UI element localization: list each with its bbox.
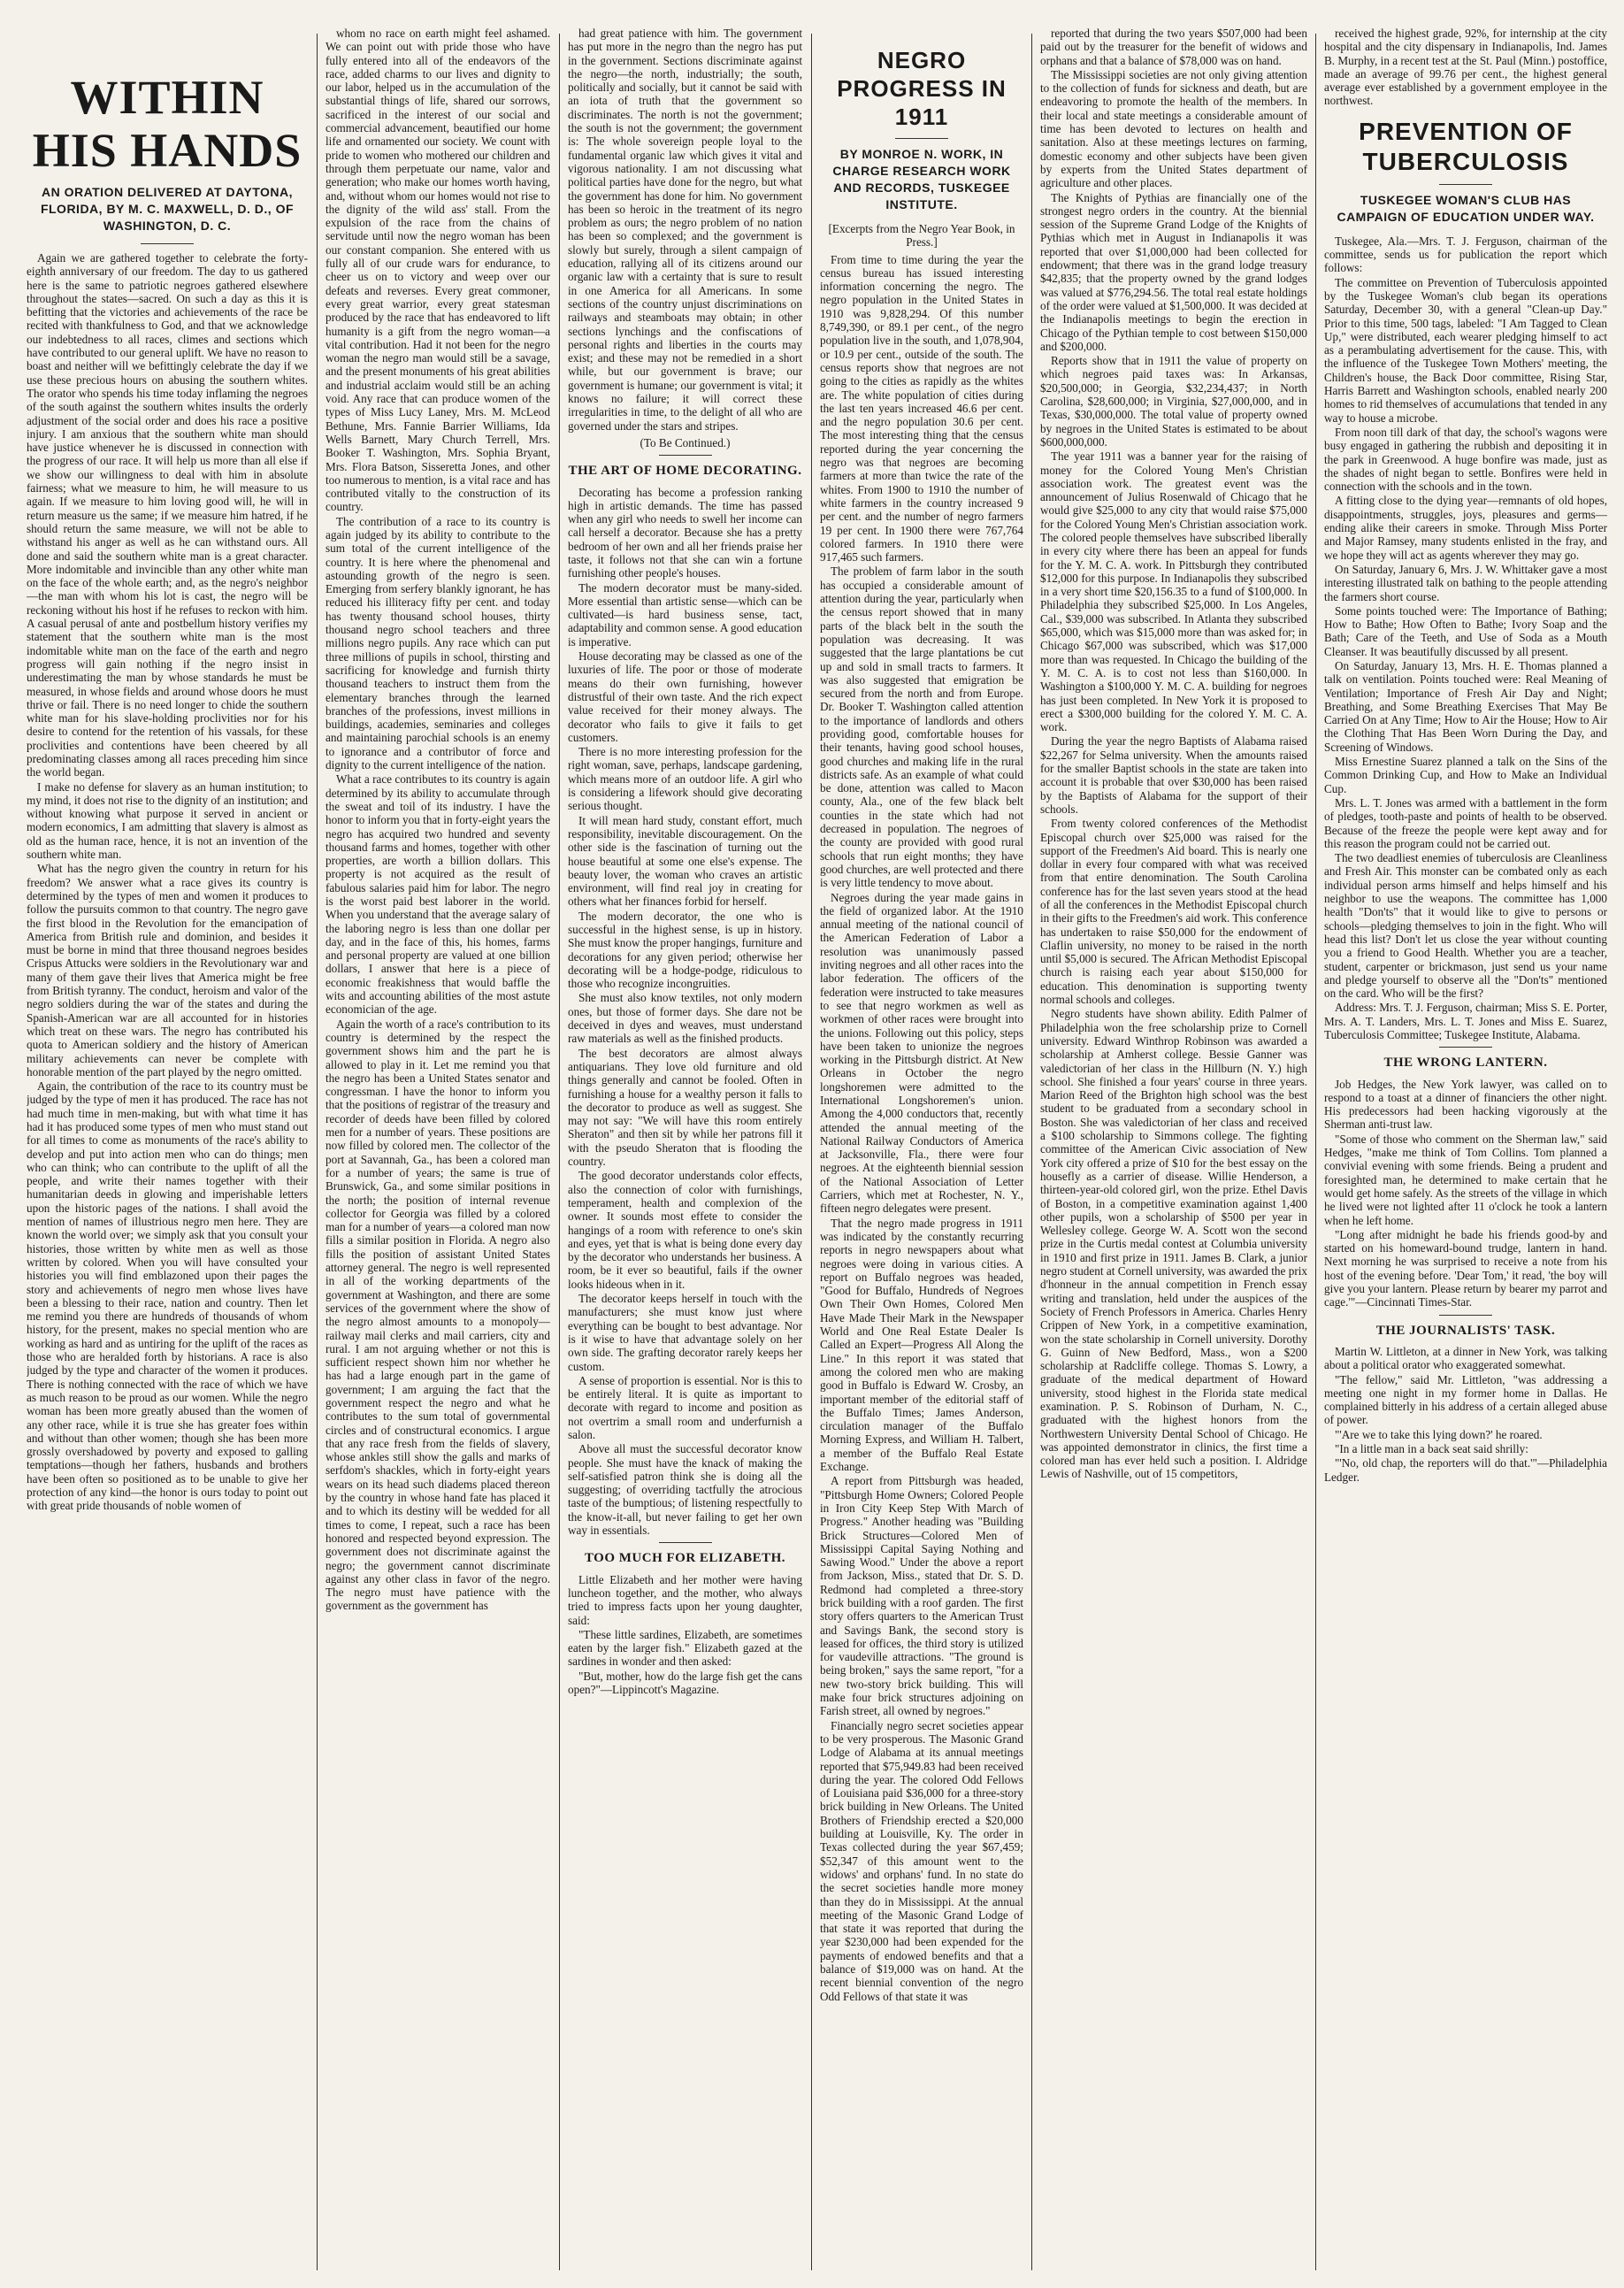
headline-prevention-of-tuberculosis: PREVENTION OF TUBERCULOSIS: [1359, 117, 1573, 175]
title-home-decorating: THE ART OF HOME DECORATING.: [568, 464, 802, 479]
paragraph: What a race contributes to its country is again determined by its ability to accumulate through the sweat and toil of its industry. I have the honor to inform you that in forty-eight years the negro has acquired two hundred and seventy thousand farms and homes, together with other properties, are worth a billion dollars. This property is not acquired as the result of fabulous salaries paid him for labor. The negro is the worst paid best laborer in the world. When you understand that the average salary of the laboring negro is less than one dollar per day, and in the face of this, his homes, farms and personal property are valued at one billion dollars, I answer that here is a piece of economic freakishness that would baffle the wits and accounting abilities of the most astute economician of the age.: [326, 772, 550, 1017]
column-2: [326, 27, 550, 2276]
paragraph: I make no defense for slavery as an human institution; to my mind, it does not rise to the dignity of an institution; and without knowing what purpose it served in ancient or modern economics, I am admitting that slavery is almost as old as the human race, hence, it is not an invention of the southern white man.: [27, 779, 308, 862]
paragraph: A sense of proportion is essential. Nor is this to be entirely literal. It is quite as important to decorate with regard to income and position as not overtrim a small room and underfurnish a salon.: [568, 1373, 802, 1441]
paragraph: The modern decorator must be many-sided. More essential than artistic sense—which can be cultivated—is hard business sense, tact, adaptability and common sense. A good education is imperative.: [568, 580, 802, 649]
paragraph: "'Are we to take this lying down?' he roared.: [1335, 1427, 1543, 1441]
paragraph: Negroes during the year made gains in the field of organized labor. At the 1910 annual meeting of the national council of the American Federation of Labor a resolution was unanimously passed inviting negroes and all other races into the labor federation. The officers of the federation were instructed to take measures to see that negro workmen as well as workmen of other races were brought into the unions. Following out this policy, steps have been taken to unionize the negroes working in the Pittsburgh district. At New Orleans in October the negro longshoremen were admitted to the International Longshoremen's union. Among the 4,000 conductors that, recently attended the annual meeting of the National Railway Conductors of America at Jacksonville, Fla., there were four negroes. At the eighteenth biennial session of the National Association of Letter Carriers, which met at Rochester, N. Y., fifteen negro delegates were present.: [820, 890, 1023, 1216]
paragraph: From noon till dark of that day, the school's wagons were busy engaged in gathering the rubbish and depositing it in the park in Greenwood. A huge bonfire was made, just as the shades of night began to settle. Bonfires were held in connection with the schools and in the town.: [1324, 425, 1607, 494]
subhead-tuskegee-womans-club: TUSKEGEE WOMAN'S CLUB HAS CAMPAIGN OF EDUCATION UNDER WAY.: [1337, 192, 1595, 224]
paragraph: Again we are gathered together to celebrate the forty-eighth anniversary of our freedom. The day to us gathered here is the same to patriotic negroes gathered elsewhere throughout the states—sacred. On such a day as this it is befitting that the victories and achievements of the race be recited with thankfulness to God, and that we acknowledge our indebtedness to all races, climes and sections which have contributed to our general uplift. We have no reason to boast and neither will we befittingly celebrate the day if we use these precious hours on abusing the southern whites. The orator who spends his time today inflaming the negroes of the south against the southern whites insults the orderly adjustment of the social order and does his race a positive injury. I am anxious that the southern white man should have justice whenever he is discussed in connection with the progress of our race. It will help us more than all else if we show our willingness to deal with him in absolute fairness; what we measure to him, he will measure to us again. If we measure to him loving good will, he will in return measure us the same; if we measure him hatred, if he should return the same measure, we will not be able to withstand his anger as well as he can withstand ours. All done and said the southern white man is a great character. More indomitable and invincible than any other white man on the face of the whole earth; and, as the negro's neighbor—the man with whom his lot is cast, the negro will be reckoning without his host if he refuses to reckon with him. A casual perusal of ante and postbellum history verifies my statement that the southern white man is the most indomitable white man on the face of the earth and negro progress will gain nothing if the negro insist in underestimating the man by whose standards he must be measured, in whose fields and around whose doors he must thrive or fail. There is no need longer to chide the southern white man for his slave-holding proclivities nor for his desire to contend for the retention of his vassals, for these proclivities and contentions have been cheered by all predominating classes among all races preceding him since the world began.: [27, 251, 308, 779]
paragraph: Financially negro secret societies appear to be very prosperous. The Masonic Grand Lodge of Alabama at its annual meetings reported that $75,949.83 had been received during the year. The colored Odd Fellows of Louisiana paid $36,000 for a three-story brick building in New Orleans. The United Brothers of Friendship erected a $20,000 building at Louisville, Ky. The order in Texas collected during the year $67,459; $52,347 of this amount went to the widows' and orphans' fund. In no state do the secret societies handle more money than they do in Mississippi. At the annual meeting of the Masonic Grand Lodge of that state it was reported that during the year $230,000 had been expended for the payments of endowed benefits and that a balance of $19,000 was on hand. At the recent biennial convention of the negro Odd Fellows of that state it was: [820, 1718, 1023, 2003]
paragraph: "The fellow," said Mr. Littleton, "was addressing a meeting one night in my former home in Dallas. He complained bitterly in his address of a certain alleged abuse of power.: [1324, 1372, 1607, 1427]
paragraph: Negro students have shown ability. Edith Palmer of Philadelphia won the free scholarship prize to Cornell university. Edward Winthrop Robinson was awarded a scholarship at Amherst college. Bessie Ganner was valedictorian of her class in the Hillburn (N. Y.) high school. She finished a four years' course in three years. Marion Reed of the Brighton high school was the best student to be graduated from a secondary school in Boston. She was valedictorian of her class and received a $100 scholarship to Simmons college. The fighting committee of the American Civic association of New York city offered a prize of $10 for the best essay on the housefly as a carrier of disease. Willie Henderson, a thirteen-year-old colored girl, won the prize. Ethel Davis of Boston, in a competitive examination against 1,400 other pupils, won a scholarship of $500 per year in Wellesley college. George W. A. Scott won the second prize in the Curtis medal contest at Columbia university in 1910 and first prize in 1911. James B. Clark, a junior negro student at Cornell university, was awarded the prix d'honneur in the annual competition in French essay writing and translation, held under the auspices of the Society of French Professors in America. Charles Henry Crippen of New York, in a competitive examination, won the state scholarship in Cornell university. Dorothy G. Guinn of New Bedford, Mass., won a $200 scholarship at Radcliffe college. Thomas S. Lowry, a graduate of the medical department of Howard university, stood highest in the Florida state medical examination. P. S. Robinson of Durham, N. C., graduated with the highest honors from the Northwestern University Dental School of Chicago. He was appointed demonstrator in clinics, the first time a colored man has ever held such a position. I. Aldridge Lewis of Nashville, out of 15 competitors,: [1040, 1007, 1307, 1481]
paragraph: During the year the negro Baptists of Alabama raised $22,267 for Selma university. When the amounts raised for the smaller Baptist schools in the state are taken into account it is probable that over $30,000 has been raised by the Baptists of Alabama for the support of their schools.: [1040, 734, 1307, 816]
paragraph: On Saturday, January 6, Mrs. J. W. Whittaker gave a most interesting illustrated talk on bathing to the people attending the farmers short course.: [1324, 562, 1607, 603]
paragraph: The year 1911 was a banner year for the raising of money for the Colored Young Men's Christian association work. The greatest event was the announcement of Julius Rosenwald of Chicago that he would give $25,000 to any city that would raise $75,000 for the Colored Young Men's Christian association work. The colored people themselves have subscribed liberally in every city where there has been an appeal for funds for the Y. M. C. A. work. In Pittsburgh they contributed $12,000 for this purpose. In Indianapolis they subscribed in a very short time $20,156.35 to a fund of $100,000. In Philadelphia they subscribed $25,000. In Los Angeles, Cal., $39,000 was subscribed. In Atlanta they subscribed $65,000, which was $15,000 more than was asked for; in Chicago $67,000 was subscribed, which was $17,000 more than was requested. In Chicago the building of the Y. M. C. A. is to cost not less than $160,000. In Washington a $100,000 Y. M. C. A. building for negroes has just been completed. In New York it is proposed to erect a $300,000 building for the colored Y. M. C. A. work.: [1040, 449, 1307, 734]
to-be-continued: (To Be Continued.): [640, 435, 731, 449]
divider: [659, 1542, 712, 1543]
paragraph: received the highest grade, 92%, for internship at the city hospital and the city dispensary in Indianapolis, Ind. James B. Murphy, in a recent test at the St. Paul (Minn.) postoffice, made an average of 99.76 per cent., the highest general average ever established by a government employee in the northwest.: [1324, 27, 1607, 108]
paragraph: What has the negro given the country in return for his freedom? We answer what a race gives its country is determined by the types of men and women it produces to follow the pursuits common to that country. The negro gave the first blood in the Revolution for the emancipation of America from British rule and dominion, and besides it must be borne in mind that three thousand negroes besides Crispus Attucks were soldiers in the Revolutionary war and many of them gave their lives that America might be free from British tyranny. The conduct, heroism and valor of the negro soldiers during the war of the states and during the Spanish-American war are all accounted for in histories which treat on these wars. The negro has contributed his quota to American soldiery and the history of American military achievements can never be complete with honorable mention of the part played by the negro omitted.: [27, 862, 308, 1079]
paragraph: Job Hedges, the New York lawyer, was called on to respond to a toast at a dinner of financiers the other night. His predecessors had been hacking vigorously at the Sherman anti-trust law.: [1324, 1077, 1607, 1132]
paragraph: The decorator keeps herself in touch with the manufacturers; she must know just where everything can be bought to best advantage. Nor is it wise to have that advantage solely on her own side. The grafting decorator rarely keeps her custom.: [568, 1292, 802, 1373]
paragraph: The problem of farm labor in the south has occupied a considerable amount of attention during the year, particularly when the census report showed that in many parts of the black belt in the south the population was decreasing. It was suggested that the large plantations be cut up and sold in small tracts to farmers. It was also suggested that emigration be secured from the north and from Europe. Dr. Booker T. Washington called attention to the importance of landlords and others providing good, comfortable houses for their tenants, having good school houses, good churches and making life in the rural districts safe. As an example of what could be done, attention was called to Macon county, Ala., one of the few black belt counties in the state which had not decreased in population. The negroes of the county are provided with good rural schools that run eight months; they have good churches, are well protected and there is very little tendency to move about.: [820, 564, 1023, 890]
divider: [659, 455, 712, 456]
column-5: [1040, 27, 1307, 2276]
paragraph: Again, the contribution of the race to its country must be judged by the type of men it has produced. The race has not had much time in men-making, but with what time it has had it has produced some types of men who must stand out for all times to come as monuments of the race's ability to develop and put into action men who can do things; men who can think; who can contribute to the uplift of all the people, and write their names together with their humanitarian deeds in glowing and imperishable letters upon the historic pages of the nations. I shall avoid the mention of names of illustrious negro men here. They are known the world over; we simply ask that you consult your histories, those written by white men as well as those written by colored. When you will have consulted your histories you will find emblazoned upon their pages the story and achievements of negro men whose lives have been a blessing to their race, nation and country. Then let me remind you there are hundreds of thousands of whom history, for the present, makes no special mention who are working as hard and as untiring for the uplift of the races as those who are heralded forth by historians. A race is also judged by the type and character of the women it produces. There is nothing connected with the race of which we have as much reason to be proud as our women. While the negro woman has been more greatly abused than the women of any other race, while it is true she has greater foes within and without than other women; though she has been more grossly overshadowed by poverty and exposed to galling temptations—though her fathers, husbands and brothers have been often so positioned as to be unable to give her protection of any kind—the honor is ours today to point out with great pride thousands of noble women of: [27, 1079, 308, 1513]
headline-within-his-hands: WITHIN HIS HANDS: [32, 71, 303, 177]
divider: [1439, 1315, 1492, 1316]
paragraph: The two deadliest enemies of tuberculosis are Cleanliness and Fresh Air. This monster can be combated only as each individual person arms himself and helps himself and his neighbor to use the weapons. The committee has 1,000 health "Don'ts" that it would like to give to persons or schools—pledging themselves to join in the fight. Who will head this list? Don't let us close the year without counting you a friend to Good Health. Whether you are a teacher, student, carpenter or brickmason, just send us your name and pledge yourself to observe all the "Don'ts" mentioned on the card. Who will be the first?: [1324, 851, 1607, 1001]
paragraph: "Long after midnight he bade his friends good-by and started on his homeward-bound trudge, lantern in hand. Next morning he was surprised to receive a note from his host of the evening before. 'Dear Tom,' it read, 'the boy will give you your lantern. Please return by bearer my parrot and cage.'"—Cincinnati Times-Star.: [1324, 1227, 1607, 1309]
paragraph: "In a little man in a back seat said shrilly:: [1335, 1442, 1528, 1456]
paragraph: A report from Pittsburgh was headed, "Pittsburgh Home Owners; Colored People in Iron City Keep Step With March of Progress." Another heading was "Building Brick Structures—Colored Men of Mississippi Capital Saying Nothing and Sawing Wood." Under the above a report from Jackson, Miss., stated that Dr. S. D. Redmond had completed a three-story brick building with a roof garden. The first story offers quarters to the American Trust and Savings Bank, the second story is leased for offices, the third story is utilized for vaudeville attractions. "The ground is being broken," says the same report, "for a new two-story brick building. This will make four brick structures adjoining on Farish street, all owned by negroes.": [820, 1474, 1023, 1718]
paragraph: On Saturday, January 13, Mrs. H. E. Thomas planned a talk on ventilation. Points touched were: Real Meaning of Ventilation; Importance of Fresh Air Day and Night; Breathing, and Some Breathing Exercises That May Be Carried On at Any Time; How to Air the House; How to Air the Clothing That Has Been Worn During the Day, and Screening of Windows.: [1324, 658, 1607, 754]
paragraph: Again the worth of a race's contribution to its country is determined by the respect the government shows him and the part he is allowed to play in it. Let me remind you that the negro has been a United States senator and congressman. I have the honor to inform you that the positions of registrar of the treasury and recorder of deeds have been filled by colored men for a number of years. These positions are now filled by colored men. The collector of the port at Savannah, Ga., has been a colored man for a number of years; the same is true of Brunswick, Ga., and some similar positions in the north; the position of internal revenue collector for Georgia was filled by a colored man for a number of years—a colored man now fills a similar position in Florida. A negro also fills the position of assistant United States attorney general. The negro is well represented in all of the working departments of the government at Washington, and there are some services of the government where the show of the negro almost amounts to a monopoly—railway mail clerks and mail carriers, city and rural. I am not arguing whether or not this is sufficient respect shown him nor whether he has had a large enough part in the game of government; I am arguing the fact that the government respect the negro and what he contributes to the sum total of governmental circles and of constructural economics. I argue that any race fresh from the fields of slavery, whose ankles still show the galls and marks of serfdom's shackles, which in forty-eight years wears on its head such diadems placed thereon by the country in whose hand fate has placed it and to which its destiny will be wedded for all times to come, I repeat, such a race has been honored and respected beyond expression. The government does not discriminate against the negro; the government cannot discriminate against any other class in favor of the negro. The negro must have patience with the government as the government has: [326, 1017, 550, 1613]
title-too-much-for-elizabeth: TOO MUCH FOR ELIZABETH.: [584, 1551, 786, 1566]
paragraph: Decorating has become a profession ranking high in artistic demands. The time has passed when any girl who needs to swell her income can call herself a decorator. Because she has a pretty bedroom of her own and all her friends praise her taste, it follows not that she can win a fortune furnishing other people's houses.: [568, 485, 802, 580]
subhead-oration: AN ORATION DELIVERED AT DAYTONA, FLORIDA, BY M. C. MAXWELL, D. D., OF WASHINGTON, D. C.: [40, 185, 295, 233]
divider: [141, 243, 194, 244]
paragraph: The best decorators are almost always antiquarians. They love old furniture and old things generally and cannot be fooled. Often in furnishing a house for a wealthy person it falls to the decorator to produce as well as suggest. She may not say: "We will have this room entirely Sheraton" and then sit by while her patrons fill it with the pseudo Sheraton that is flooding the country.: [568, 1046, 802, 1169]
paragraph: reported that during the two years $507,000 had been paid out by the treasurer for the benefit of widows and orphans and that a balance of $78,000 was on hand.: [1040, 27, 1307, 67]
column-rule: [811, 34, 812, 2270]
paragraph: had great patience with him. The government has put more in the negro than the negro has put in the government. Sections discriminate against the negro—the north, industrially; the south, politically and socially, but it cannot be said with an iota of truth that the government so discriminates. The north is not the government; the south is not the government; the government is: The whole sovereign people loyal to the fundamental organic law which gives it vital and vigorous nationality. I am not discussing what political parties have done for the negro, but what the government has done for him. No government has been so heroic in the treatment of its negro problem as ours; the negro problem of no nation has been so complexed; and the government is slowly but surely, through a silent campaign of education, rallying all of its citizens around our organic law with a certainty that is sure to result in one America for all Americans. In some sections of the country unjust discriminations on railways and steamboats may obtain; in other sections lynchings and the confiscations of personal rights and liberties in the courts may exist; and these may not be remedied in a short while, but our government is brave; our government is humane; our government is vital; it knows no failure; it will correct these irregularities in time, to the delight of all who are governed under the stars and stripes.: [568, 27, 802, 433]
paragraph: There is no more interesting profession for the right woman, save, perhaps, landscape gardening, which means more of an outdoor life. A girl who is considering a lifework should give decorating serious thought.: [568, 745, 802, 813]
paragraph: The Mississippi societies are not only giving attention to the collection of funds for sickness and death, but are endeavoring to promote the health of the members. In their local and state meetings a considerable amount of time has been devoted to lectures on health and sanitation. Also at these meetings lectures on farming, domestic economy and other subjects have been given by experts from the United States department of agriculture and other places.: [1040, 67, 1307, 190]
column-6: [1324, 27, 1607, 2276]
paragraph: Little Elizabeth and her mother were having luncheon together, and the mother, who always tried to impress facts upon her young daughter, said:: [568, 1572, 802, 1627]
column-3: [568, 27, 802, 2276]
divider: [1439, 1047, 1492, 1048]
column-1: [27, 27, 308, 2276]
paragraph: Above all must the successful decorator know people. She must have the knack of making the self-satisfied patron think she is doing all the suggesting; of overriding tactfully the atrocious taste of the bumptious; of listening respectfully to the know-it-all, but never failing to get her own way in essentials.: [568, 1442, 802, 1538]
paragraph: A fitting close to the dying year—remnants of old hopes, disappointments, struggles, joys, pleasures and germs—ending alike their careers in smoke. Through Miss Porter and Major Ramsey, many students enlisted in the fray, and we hope they will act as agents wherever they may go.: [1324, 494, 1607, 562]
paragraph: From time to time during the year the census bureau has issued interesting information concerning the negro. The negro population in the United States in 1910 was 9,828,294. Of this number 8,749,390, or 89.1 per cent., of the negro population live in the south, and 1,078,904, or 10.9 per cent., outside of the south. The census reports show that negroes are not going to the cities as rapidly as the whites are. The white population of cities during the last ten years increased 46.6 per cent. and the negro population 30.6 per cent. The most interesting thing that the census reported during the year concerning the negro was that negroes are becoming farmers at more than twice the rate of the whites. From 1900 to 1910 the number of white farmers in the country increased 9 per cent. and the number of negro farmers 19 per cent. In 1900 there were 767,764 colored farmers. In 1910 there were 917,465 such farmers.: [820, 252, 1023, 564]
headline-negro-progress: NEGRO PROGRESS IN 1911: [837, 47, 1007, 130]
paragraph: Miss Ernestine Suarez planned a talk on the Sins of the Common Drinking Cup, and How to Make an Individual Cup.: [1324, 755, 1607, 795]
paragraph: Address: Mrs. T. J. Ferguson, chairman; Miss S. E. Porter, Mrs. A. T. Landers, Mrs. L. T. Jones and Miss E. Suarez, Tuberculosis Committee; Tuskegee Institute, Alabama.: [1324, 1001, 1607, 1041]
column-4: [820, 27, 1023, 2276]
paragraph: Reports show that in 1911 the value of property on which negroes paid taxes was: In Arkansas, $20,500,000; in Georgia, $32,234,437; in North Carolina, $28,600,000; in Virginia, $27,000,000, and in Texas, $30,000,000. The total value of property owned by negroes in the United States is estimated to be about $600,000,000.: [1040, 354, 1307, 449]
paragraph: Tuskegee, Ala.—Mrs. T. J. Ferguson, chairman of the committee, sends us for publication the report which follows:: [1324, 234, 1607, 275]
column-rule: [1031, 34, 1032, 2270]
paragraph: Mrs. L. T. Jones was armed with a battlement in the form of pledges, tooth-paste and points of health to be observed. Because of the freeze the people were kept away and for this reason the program could not be carried out.: [1324, 795, 1607, 850]
divider: [1439, 184, 1492, 185]
paragraph: That the negro made progress in 1911 was indicated by the constantly recurring reports in negro newspapers about what negroes were doing in various cities. A report on Buffalo negroes was headed, "Good for Buffalo, Hundreds of Negroes Own Their Own Homes, Colored Men Have Made Their Mark in the Newspaper World and One Real Estate Dealer Is Called an Expert—Progress All Along the Line." In this report it was stated that among the colored men who are making good in Buffalo is Edward W. Crosby, an important member of the editorial staff of the Buffalo Times; James Anderson, circulation manager of the Buffalo Morning Express, and William H. Talbert, a member of the Buffalo Real Estate Exchange.: [820, 1216, 1023, 1474]
paragraph: Some points touched were: The Importance of Bathing; How to Bathe; How Often to Bathe; Ivory Soap and the Bath; Care of the Teeth, and Use of Soda as a Mouth Cleanser. It was beautifully discussed by all present.: [1324, 603, 1607, 658]
column-rule: [559, 34, 560, 2270]
paragraph: "Some of those who comment on the Sherman law," said Hedges, "make me think of Tom Collins. Tom planned a convivial evening with some friends. Being a prudent and foresighted man, he determined to make certain that he would get home safely. As the streets of the village in which he lived were not lighted after 11 o'clock he took a lantern when he left home.: [1324, 1132, 1607, 1227]
subhead-monroe-work: BY MONROE N. WORK, IN CHARGE RESEARCH WORK AND RECORDS, TUSKEGEE INSTITUTE.: [832, 147, 1011, 211]
paragraph: The contribution of a race to its country is again judged by its ability to contribute to the sum total of the current intelligence of the country. It is here where the phenomenal and astounding growth of the negro is seen. Emerging from serfery blankly ignorant, he has reduced his illiteracy fifty per cent. and today has twenty thousand school houses, thirty thousand negro school teachers and three millions negro pupils. Any race which can put three millions of pupils in school, thirsting and sacrificing for knowledge and furnish thirty thousand teachers to instruct them from the elementary branches through the learned branches of the professions, invest millions in buildings, academies, seminaries and colleges and maintaining parochial schools is an enemy to ignorance and a contributor of force and dignity to the current intelligence of the nation.: [326, 514, 550, 772]
column-rule: [1315, 34, 1316, 2270]
divider: [895, 138, 948, 139]
paragraph: "'No, old chap, the reporters will do that.'"—Philadelphia Ledger.: [1324, 1456, 1607, 1484]
paragraph: It will mean hard study, constant effort, much responsibility, inevitable discouragement. On the other side is the fascination of turning out the house beautiful at some one else's expense. The beauty lover, the woman who craves an artistic environment, will find real joy in creating for others what her finances forbid for herself.: [568, 813, 802, 909]
paragraph: "These little sardines, Elizabeth, are sometimes eaten by the larger fish." Elizabeth gazed at the sardines in wonder and then asked:: [568, 1627, 802, 1669]
column-rule: [317, 34, 318, 2270]
paragraph: The committee on Prevention of Tuberculosis appointed by the Tuskegee Woman's club began its operations Saturday, December 30, with a general "Clean-up Day." Prior to this time, 500 tags, labeled: "I Am Tagged to Clean Up," were distributed, each wearer pledging himself to act as a perambulating advertisement for the cause. This, with the influence of the Tuskegee Town Mothers' meeting, the Children's house, the Back Door committee, Rising Star, Harris Barrett and Washington schools, enabled nearly 200 homes to rid themselves of accumulations that tended in any way to house a microbe.: [1324, 275, 1607, 425]
title-wrong-lantern: THE WRONG LANTERN.: [1383, 1056, 1548, 1071]
title-journalists-task: THE JOURNALISTS' TASK.: [1375, 1323, 1556, 1338]
excerpt-note: [Excerpts from the Negro Year Book, in Press.]: [828, 222, 1015, 250]
paragraph: House decorating may be classed as one of the luxuries of life. The poor or those of moderate means do their own furnishing, however distrustful of their own taste. And the rich expect value received for their money always. The decorator who fails to give it fails to get customers.: [568, 649, 802, 744]
paragraph: whom no race on earth might feel ashamed. We can point out with pride those who have fully entered into all of the endeavors of the race, added charms to our lives and dignity to our labor, helped us in the accumulation of the substantial things of life, shared our sorrows, sacrificed in the interest of our social and commercial advancement, beautified our home life and ornamented our society. We count with pride to women who mothered our children and through them perpetuate our name, valor and generation; who make our homes worth having, and, without whom our homes would not rise to the dignity of the wild ass' stall. From the expulsion of the race from the chains of servitude until now the negro woman has been our constant companion. She entered with us fully all of our crude wars for endurance, to cheer us on to victory and weep over our defeats and reverses. Every great commoner, every great warrior, every great statesman produced by the race that has endeavored to lift humanity is a gift from the negro woman—a vital contribution. Had it not been for the negro woman the negro man would still be a savage, and the present monuments of his great abilities and industrial acclaim would still be an aching void. Any race that can produce women of the types of Miss Lucy Laney, Mrs. M. McLeod Bethune, Mrs. Fannie Barrier Williams, Ida Wells Barnett, Mary Church Terrell, Mrs. Booker T. Washington, Mrs. Sophia Bryant, Mrs. Flora Batson, Sisseretta Jones, and other too numerous to mention, is a vital race and has contributed vitally to the construction of its country.: [326, 27, 550, 514]
paragraph: From twenty colored conferences of the Methodist Episcopal church over $25,000 was raised for the support of the Freedmen's Aid board. This is nearly one dollar in every four compared with what was received from that entire denomination. The South Carolina conference has for the last seven years stood at the head of all the conferences in the Methodist Episcopal church in their gifts to the Freedmen's aid work. This conference has undertaken to raise $50,000 for the endowment of Claflin university, no money to be raised in the north until $5,000 is secured. The African Methodist Episcopal church is raising each year about $150,000 for education. This denomination is supporting twenty normal schools and colleges.: [1040, 817, 1307, 1007]
torn-top-edge: [0, 0, 1624, 23]
paragraph: The good decorator understands color effects, also the connection of color with furnishings, temperament, health and complexion of the owner. It sounds most effete to consider the hangings of a room with reference to one's skin and eyes, yet that is what is being done every day by the decorator who understands her business. A room, be it ever so beautiful, fails if the owner looks hideous when in it.: [568, 1169, 802, 1291]
paragraph: Martin W. Littleton, at a dinner in New York, was talking about a political orator who exaggerated somewhat.: [1324, 1344, 1607, 1372]
paragraph: The Knights of Pythias are financially one of the strongest negro orders in the country. At the biennial session of the Supreme Grand Lodge of the Knights of Pythias which met in August in Indianapolis it was reported that over $1,000,000 had been collected for endowment; that there was in the grand lodge treasury $42,835; that the property owned by the grand lodges was valued at $776,294.56. The total real estate holdings of the order were valued at $1,500,000. It was decided at the Indianapolis meetings to begin the erection in Chicago of the Pythian temple to cost between $150,000 and $200,000.: [1040, 190, 1307, 353]
paragraph: The modern decorator, the one who is successful in the highest sense, is up in history. She must know the proper hangings, furniture and decorations for any given period; otherwise her decorating will be a hodge-podge, ridiculous to those who recognize incongruities.: [568, 909, 802, 991]
paragraph: She must also know textiles, not only modern ones, but those of former days. She dare not be deceived in dyes and weaves, must understand raw materials as well as the finished products.: [568, 991, 802, 1046]
paragraph: "But, mother, how do the large fish get the cans open?"—Lippincott's Magazine.: [568, 1669, 802, 1697]
